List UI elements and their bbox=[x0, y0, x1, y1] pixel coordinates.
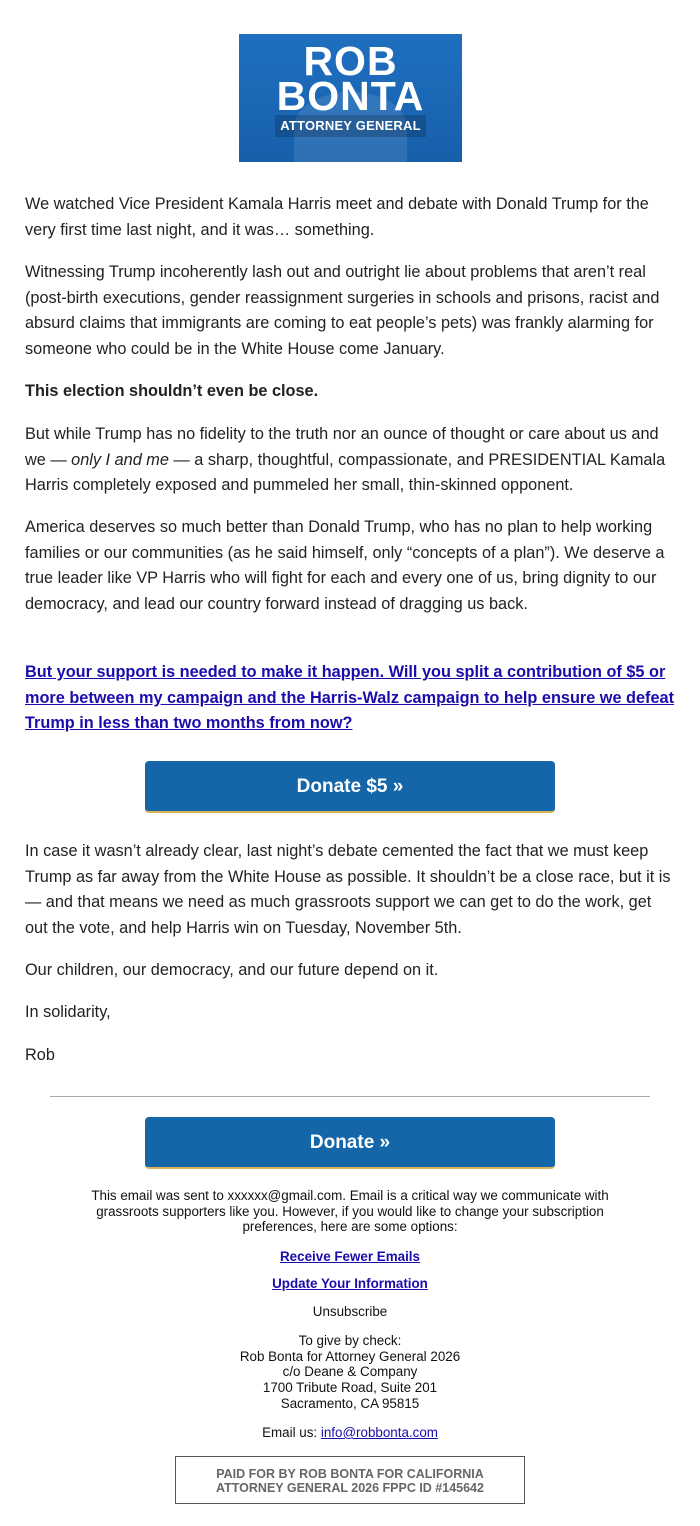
paid-line-2: ATTORNEY GENERAL 2026 FPPC ID #145642 bbox=[216, 1481, 484, 1495]
check-line-1: To give by check: bbox=[298, 1333, 402, 1348]
paragraph-grassroots: In case it wasn’t already clear, last night’s debate cemented the fact that we must keep Trump as far away from the White House as possible. It shouldn’t be a close race, but it is — and that means we need as much grassroots support we can get to do the work, get out the vote, and help Harris win on Tuesday, November 5th. bbox=[25, 842, 671, 937]
logo-line-3: ATTORNEY GENERAL bbox=[275, 115, 426, 137]
receive-fewer-emails-link[interactable]: Receive Fewer Emails bbox=[280, 1249, 420, 1264]
contribution-link[interactable]: But your support is needed to make it happen. Will you split a contribution of $5 or more between my campaign and the Harris-Walz campaign to help ensure we defeat Trump in less than two months from now? bbox=[25, 663, 674, 733]
footer-notice: This email was sent to xxxxxx@gmail.com. Email is a critical way we communicate with grassroots supporters like you. However, if you would like to change your subscription preferences, here are some options: bbox=[91, 1188, 609, 1235]
closing-text: In solidarity, bbox=[25, 1003, 111, 1021]
check-line-4: 1700 Tribute Road, Suite 201 bbox=[262, 1380, 438, 1395]
footer-update-info bbox=[60, 1276, 640, 1292]
email-link[interactable]: info@robbonta.com bbox=[320, 1425, 438, 1440]
p4-text-b: — a sharp, thoughtful, compassionate, and PRESIDENTIAL Kamala Harris completely exposed and pummeled her small, thin-skinned opponent. bbox=[25, 450, 666, 495]
paragraph-harris-debate bbox=[25, 422, 677, 499]
p4-text-a: But while Trump has no fidelity to the truth nor an ounce of thought or care about us and we — bbox=[25, 425, 659, 469]
paid-line-1: PAID FOR BY ROB BONTA FOR CALIFORNIA bbox=[216, 1467, 484, 1481]
donate-button[interactable]: Donate » bbox=[145, 1117, 555, 1169]
paragraph-america-deserves: America deserves so much better than Donald Trump, who has no plan to help working families or our communities (as he said himself, only “concepts of a plan”). We deserve a true leader like VP Harris who will fight for each and every one of us, bring dignity to our democracy, and lead our country forward instead of dragging us back. bbox=[25, 518, 665, 613]
paid-for-disclaimer bbox=[175, 1456, 525, 1504]
footer-email bbox=[60, 1425, 640, 1441]
divider bbox=[50, 1096, 650, 1097]
email-label: Email us: bbox=[262, 1425, 321, 1440]
paragraph-trump-lies: Witnessing Trump incoherently lash out and outright lie about problems that aren’t real (post-birth executions, gender reassignment surgeries in schools and prisons, racist and absurd claims that immigrants are coming to eat people’s pets) was frankly alarming for someone who could be in the White House come January. bbox=[25, 263, 660, 358]
update-information-link[interactable]: Update Your Information bbox=[272, 1276, 428, 1291]
donate-5-button[interactable]: Donate $5 » bbox=[145, 761, 555, 813]
check-line-5: Sacramento, CA 95815 bbox=[280, 1396, 420, 1411]
p4-emphasis: only I and me bbox=[71, 450, 169, 469]
paragraph-cta bbox=[25, 660, 677, 737]
signature: Rob bbox=[25, 1046, 55, 1064]
footer-fewer-emails bbox=[60, 1249, 640, 1265]
rob-bonta-logo bbox=[239, 34, 462, 162]
logo-line-1: ROB bbox=[303, 38, 398, 84]
paragraph-future: Our children, our democracy, and our future depend on it. bbox=[25, 961, 439, 979]
check-line-3: c/o Deane & Company bbox=[282, 1364, 418, 1379]
paragraph-election-close: This election shouldn’t even be close. bbox=[25, 382, 319, 400]
paragraph-debate-intro: We watched Vice President Kamala Harris meet and debate with Donald Trump for the very first time last night, and it was… something. bbox=[25, 195, 649, 239]
logo-line-2: BONTA bbox=[276, 73, 425, 119]
check-line-2: Rob Bonta for Attorney General 2026 bbox=[239, 1349, 461, 1364]
unsubscribe-link[interactable]: Unsubscribe bbox=[312, 1304, 388, 1319]
